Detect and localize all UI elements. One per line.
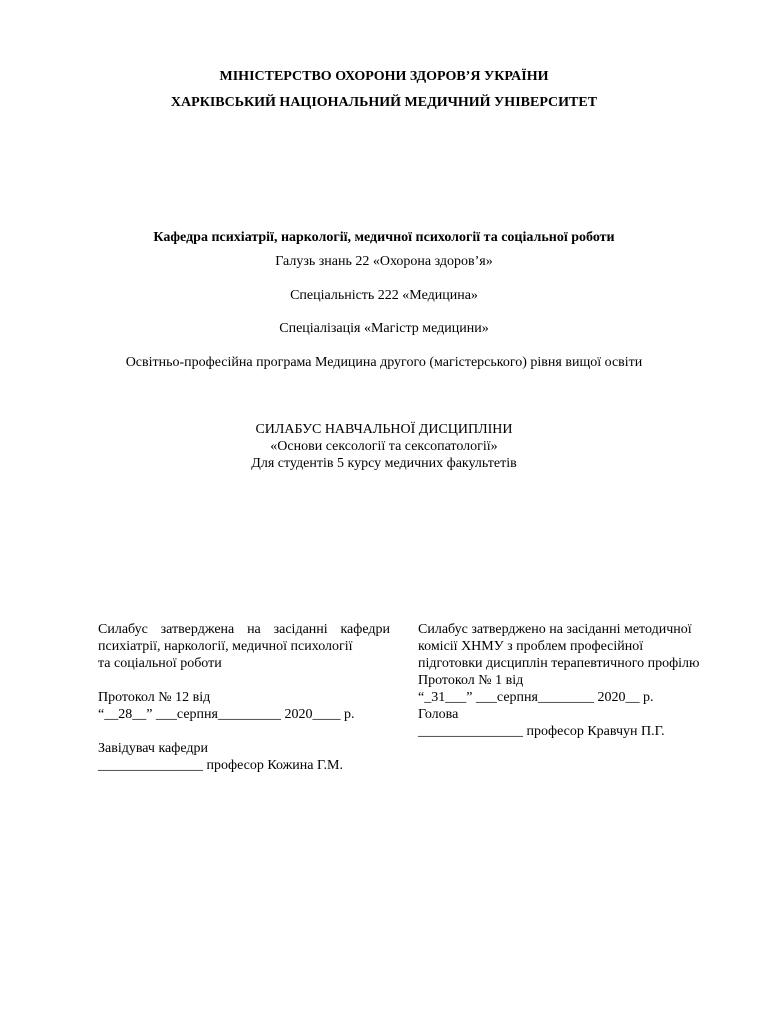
- approval-right-line-1: Силабус затверджено на засіданні методичної: [418, 622, 692, 637]
- department-protocol-date: “__28__” ___серпня_________ 2020____ р.: [98, 707, 355, 722]
- methodical-commission-approval-block: [418, 621, 738, 740]
- department-title: Кафедра психіатрії, наркології, медичної психології та соціальної роботи: [153, 230, 615, 245]
- syllabus-title: СИЛАБУС НАВЧАЛЬНОЇ ДИСЦИПЛІНИ: [255, 422, 513, 437]
- university-heading: ХАРКІВСЬКИЙ НАЦІОНАЛЬНИЙ МЕДИЧНИЙ УНІВЕРСИТЕТ: [170, 95, 598, 110]
- commission-head-signature: _______________ професор Кравчун П.Г.: [418, 724, 665, 739]
- department-head-signature: _______________ професор Кожина Г.М.: [98, 758, 343, 773]
- word: засіданні: [273, 622, 328, 637]
- educational-program: Освітньо-професійна програма Медицина другого (магістерського) рівня вищої освіти: [125, 355, 643, 370]
- approval-left-line-3: та соціальної роботи: [98, 656, 222, 671]
- word: затверджена: [160, 622, 235, 637]
- department-head-title: Завідувач кафедри: [98, 741, 208, 756]
- approval-left-line-1: [98, 621, 390, 638]
- department-approval-block: [98, 621, 390, 774]
- department-protocol: Протокол № 12 від: [98, 690, 211, 705]
- target-audience: Для студентів 5 курсу медичних факультетів: [251, 456, 517, 471]
- ministry-heading: МІНІСТЕРСТВО ОХОРОНИ ЗДОРОВ’Я УКРАЇНИ: [219, 69, 549, 84]
- commission-protocol: Протокол № 1 від: [418, 673, 524, 688]
- specialty: Спеціальність 222 «Медицина»: [290, 288, 478, 303]
- word: Силабус: [98, 622, 148, 637]
- approval-right-line-3: підготовки дисциплін терапевтичного профілю: [418, 656, 700, 671]
- approval-right-line-2: комісії ХНМУ з проблем професійної: [418, 639, 644, 654]
- commission-protocol-date: “_31___” ___серпня________ 2020__ р.: [418, 690, 654, 705]
- field-of-knowledge: Галузь знань 22 «Охорона здоров’я»: [275, 254, 493, 269]
- word: на: [247, 622, 261, 637]
- specialization: Спеціалізація «Магістр медицини»: [279, 321, 489, 336]
- approval-left-line-2: психіатрії, наркології, медичної психології: [98, 639, 353, 654]
- discipline-name: «Основи сексології та сексопатології»: [270, 439, 498, 454]
- word: кафедри: [340, 622, 390, 637]
- commission-head-title: Голова: [418, 707, 459, 722]
